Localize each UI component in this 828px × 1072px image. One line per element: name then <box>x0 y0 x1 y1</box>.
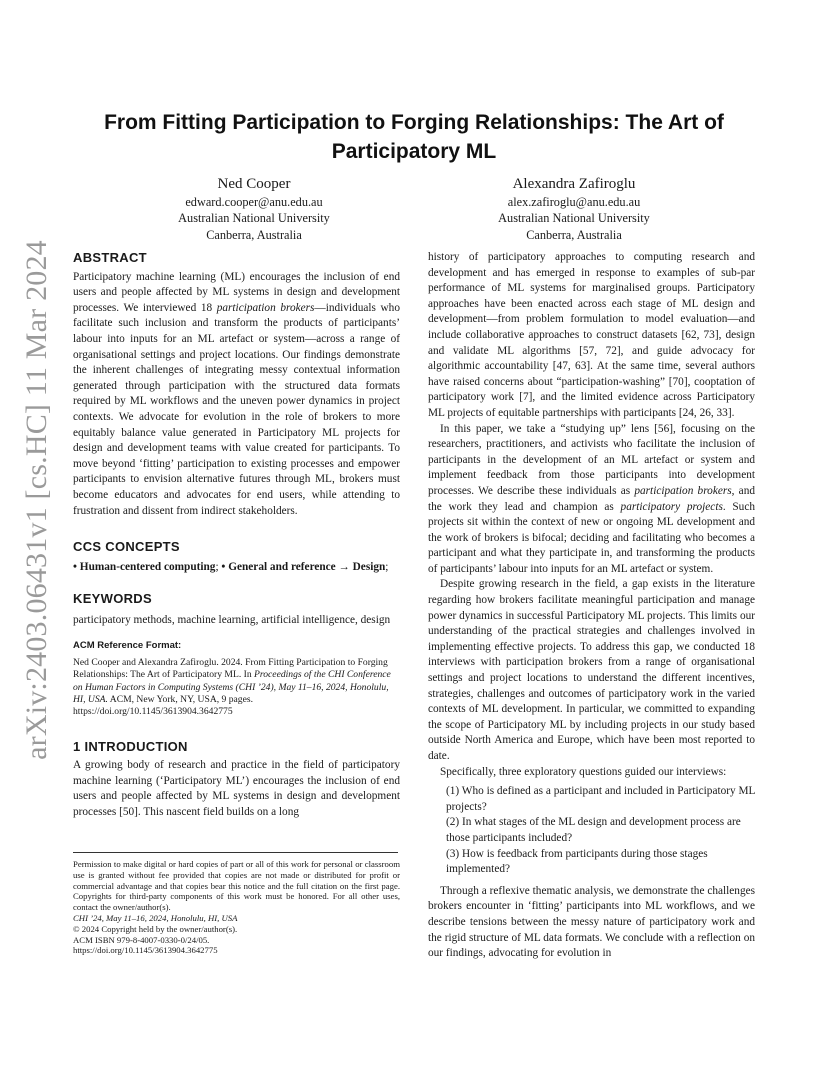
isbn: ACM ISBN 979-8-4007-0330-0/24/05. <box>73 934 210 945</box>
author-affiliation: Australian National University <box>178 211 330 226</box>
abstract-text-a: Participatory machine learning (ML) encourages the inclusion of end users and people affected by ML systems in design and development processes. We interviewed 18 <box>73 270 400 314</box>
p2-text: In this paper, we take a “studying up” lens [56], focusing on the researchers, practitioners, and activists who facilitate the inclusion of participants in the development of an ML artefact or system and implement feedback from those participants into development processes. We describe these individuals as <box>428 422 755 497</box>
ccs-heading: CCS CONCEPTS <box>73 539 180 555</box>
intro-paragraph: Despite growing research in the field, a gap exists in the literature regarding how brokers facilitate meaningful participation and manage power dynamics in successful Participatory ML projects. This limits our understanding of the practical strategies and challenges involved in implementing effective projects. To address this gap, we conducted 18 interviews with participation brokers from a range of organisational settings and project locations to understand the different incentives, strategies, challenges and outcomes of participatory work in the varied contexts of ML development. In particular, we committed to expanding the scope of Participatory ML by including projects in our study based outside North America and Europe, which have been most reported to date. <box>428 578 755 762</box>
left-column <box>73 250 400 821</box>
ccs-separator: ; <box>215 560 222 573</box>
intro-heading: 1 INTRODUCTION <box>73 738 188 754</box>
p2-emphasis: participatory projects <box>620 500 723 513</box>
acm-ref-b: ACM, New York, NY, USA, 9 pages. https://doi.org/10.1145/3613904.3642775 <box>73 693 253 718</box>
intro-paragraph: Through a reflexive thematic analysis, we demonstrate the challenges brokers encounter in ‘fitting’ participants into ML workflows, and we describe tensions between the messy nature of participatory work and the rigid structure of ML data formats. We conclude with a reflection on our findings, advocating for evolution in <box>428 884 755 960</box>
venue: CHI ’24, May 11–16, 2024, Honolulu, HI, USA <box>73 912 238 923</box>
abstract-heading: ABSTRACT <box>73 250 147 265</box>
acm-ref-text <box>73 657 400 718</box>
author-name: Alexandra Zafiroglu <box>512 176 636 192</box>
acm-ref-em: Proceedings of the CHI Conference on Human Factors in Computing Systems (CHI ’24), May 11–16, 2024, Honolulu, HI, USA. <box>73 669 391 705</box>
right-column <box>428 250 755 962</box>
acm-ref-heading: ACM Reference Format: <box>73 640 182 652</box>
author-name: Ned Cooper <box>217 176 291 192</box>
author-affiliation: Australian National University <box>498 211 650 226</box>
intro-paragraph: Specifically, three exploratory questions guided our interviews: <box>440 765 727 778</box>
ccs-item: • Human-centered computing <box>73 560 216 573</box>
keywords-text: participatory methods, machine learning, artificial intelligence, design <box>73 613 391 626</box>
p2-text: , and the work they lead and champion as <box>428 484 755 513</box>
doi-link[interactable]: https://doi.org/10.1145/3613904.3642775 <box>73 945 218 956</box>
question-item: (2) In what stages of the ML design and development process are those participants included? <box>446 816 741 844</box>
author-email[interactable]: alex.zafiroglu@anu.edu.au <box>507 195 641 209</box>
ccs-item: • General and reference → Design <box>221 560 386 573</box>
permission-notice: Permission to make digital or hard copies of part or all of this work for personal or classroom use is granted without fee provided that copies are not made or distributed for profit or commercial advantage and that copies bear this notice and the full citation on the first page. Copyrights for third-party components of this work must be honored. For all other uses, contact the owner/author(s). <box>73 859 400 913</box>
author-location: Canberra, Australia <box>206 227 302 242</box>
research-questions <box>428 784 755 878</box>
keywords-heading: KEYWORDS <box>73 591 152 607</box>
ccs-end: ; <box>385 560 389 573</box>
arxiv-stamp <box>14 240 60 760</box>
copyright: © 2024 Copyright held by the owner/author(s). <box>73 923 238 934</box>
author-1 <box>94 174 414 243</box>
question-item: (3) How is feedback from participants during those stages implemented? <box>446 847 708 876</box>
arxiv-id: arXiv:2403.06431v1 [cs.HC] 11 Mar 2024 <box>20 240 54 760</box>
p2-text: . Such projects sit within the context of new or ongoing ML development and the work of brokers is bifocal; deciding and facilitating who becomes a participant and what they participate in, and transforming the products of participants’ labour into inputs for an ML artefact or system. <box>428 500 755 575</box>
abstract-emphasis: participation brokers <box>216 301 315 314</box>
intro-paragraph-cont: history of participatory approaches to computing research and development and has emerged in response to examples of sub-par performance of ML systems for marginalised groups. Participatory approaches have been enacted across each stage of ML design and development—from problem formulation to model evaluation—and include collaborative approaches to construct datasets [62, 73], design and validate ML algorithms [57, 72], and guide advocacy for algorithmic accountability [47, 63]. At the same time, several authors have raised concerns about “participation-washing” [70], cooptation of participatory work [7], and the limited evidence across Participatory ML projects of equitable partnerships with participants [24, 26, 33]. <box>428 251 755 419</box>
footnote <box>73 859 400 956</box>
author-email[interactable]: edward.cooper@anu.edu.au <box>185 195 323 209</box>
abstract-text-b: —individuals who facilitate such inclusion and transform the products of participants’ labour into inputs for an ML artefact or system—across a range of organisational settings and project locations. Our findings demonstrate the inherent challenges of integrating messy contextual information generated through participation with the structured data formats required by ML workflows and the uneven power dynamics in project contexts. We advocate for evolution in the role of brokers to more equitably balance value generated in Participatory ML projects for design and development teams with value created for participants. To move beyond ‘fitting’ participation to existing processes and empower participants to envision alternative futures through ML, brokers must become educators and advocates for end users, while attending to frustration and dissent from indirect stakeholders. <box>73 301 400 517</box>
intro-paragraph <box>428 422 755 578</box>
footnote-rule <box>73 852 398 853</box>
acm-ref-a: Ned Cooper and Alexandra Zafiroglu. 2024. From Fitting Participation to Forging Relationships: The Art of Participatory ML. In <box>73 657 388 681</box>
intro-paragraph: A growing body of research and practice in the field of participatory machine learning (‘Participatory ML’) encourages the inclusion of end users and people affected by ML systems in design and development processes [50]. This nascent field builds on a long <box>73 759 400 818</box>
abstract-text <box>73 270 400 520</box>
p2-emphasis: participation brokers <box>634 484 732 497</box>
question-item: (1) Who is defined as a participant and included in Participatory ML projects? <box>446 785 756 813</box>
author-location: Canberra, Australia <box>526 227 622 242</box>
ccs-text <box>73 560 400 576</box>
author-2 <box>414 174 734 243</box>
paper-title: From Fitting Participation to Forging Relationships: The Art of Participatory ML <box>104 111 724 163</box>
